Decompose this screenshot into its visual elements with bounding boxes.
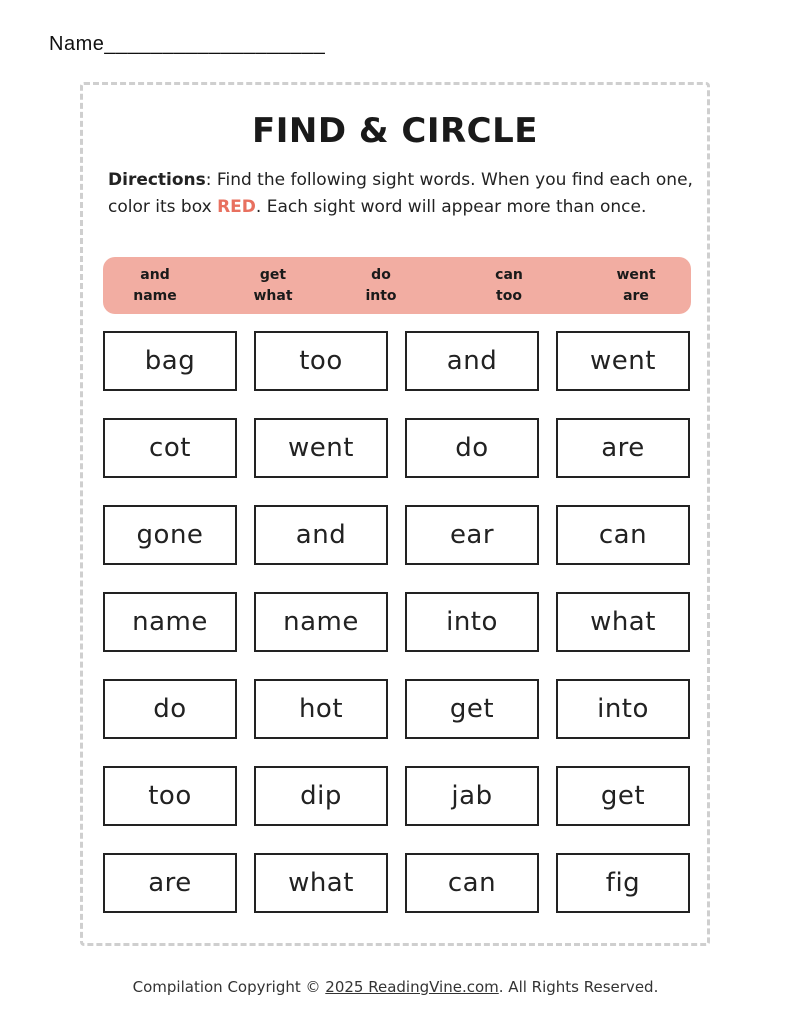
- word-box[interactable]: do: [405, 418, 539, 478]
- word-box[interactable]: are: [103, 853, 237, 913]
- directions: [108, 167, 693, 221]
- word-box[interactable]: dip: [254, 766, 388, 826]
- word-box[interactable]: name: [103, 592, 237, 652]
- word-bank-column: [110, 265, 200, 307]
- word-box[interactable]: into: [405, 592, 539, 652]
- word-box[interactable]: what: [254, 853, 388, 913]
- word-bank-column: [591, 265, 681, 307]
- word-box[interactable]: do: [103, 679, 237, 739]
- word-box[interactable]: and: [405, 331, 539, 391]
- word-box[interactable]: are: [556, 418, 690, 478]
- directions-text-2: . Each sight word will appear more than once.: [255, 197, 647, 217]
- word-bank-word: too: [496, 288, 522, 304]
- word-box[interactable]: bag: [103, 331, 237, 391]
- footer-suffix: . All Rights Reserved.: [498, 978, 659, 996]
- word-box[interactable]: went: [556, 331, 690, 391]
- word-box[interactable]: name: [254, 592, 388, 652]
- word-box[interactable]: hot: [254, 679, 388, 739]
- word-grid: [103, 331, 693, 921]
- word-box[interactable]: can: [556, 505, 690, 565]
- name-field-label: Name___________________: [49, 33, 326, 55]
- worksheet: [80, 82, 710, 946]
- word-box[interactable]: can: [405, 853, 539, 913]
- footer-link[interactable]: 2025 ReadingVine.com: [325, 978, 499, 996]
- word-bank-word: can: [495, 267, 523, 283]
- word-bank-column: [228, 265, 318, 307]
- word-bank-word: do: [371, 267, 391, 283]
- directions-highlight: RED: [217, 197, 256, 217]
- word-bank-word: get: [259, 267, 287, 283]
- footer-prefix: Compilation Copyright ©: [132, 978, 326, 996]
- word-bank-word: name: [133, 288, 177, 304]
- word-box[interactable]: and: [254, 505, 388, 565]
- word-box[interactable]: ear: [405, 505, 539, 565]
- word-box[interactable]: too: [254, 331, 388, 391]
- word-box[interactable]: fig: [556, 853, 690, 913]
- word-box[interactable]: gone: [103, 505, 237, 565]
- word-bank-word: went: [616, 267, 656, 283]
- word-box[interactable]: what: [556, 592, 690, 652]
- word-box[interactable]: too: [103, 766, 237, 826]
- worksheet-title: FIND & CIRCLE: [251, 111, 538, 151]
- word-box[interactable]: get: [556, 766, 690, 826]
- directions-label: Directions: [108, 170, 206, 190]
- word-bank-column: [464, 265, 554, 307]
- word-bank-word: into: [365, 288, 397, 304]
- footer-copyright: [0, 978, 791, 996]
- directions-text-1: : Find the following sight words. When you find each one, color its box: [108, 170, 693, 217]
- word-box[interactable]: went: [254, 418, 388, 478]
- word-bank-column: [336, 265, 426, 307]
- word-bank-word: and: [140, 267, 170, 283]
- word-box[interactable]: jab: [405, 766, 539, 826]
- word-box[interactable]: cot: [103, 418, 237, 478]
- word-bank: [103, 257, 691, 314]
- word-bank-word: what: [253, 288, 293, 304]
- word-bank-word: are: [623, 288, 649, 304]
- word-box[interactable]: get: [405, 679, 539, 739]
- word-box[interactable]: into: [556, 679, 690, 739]
